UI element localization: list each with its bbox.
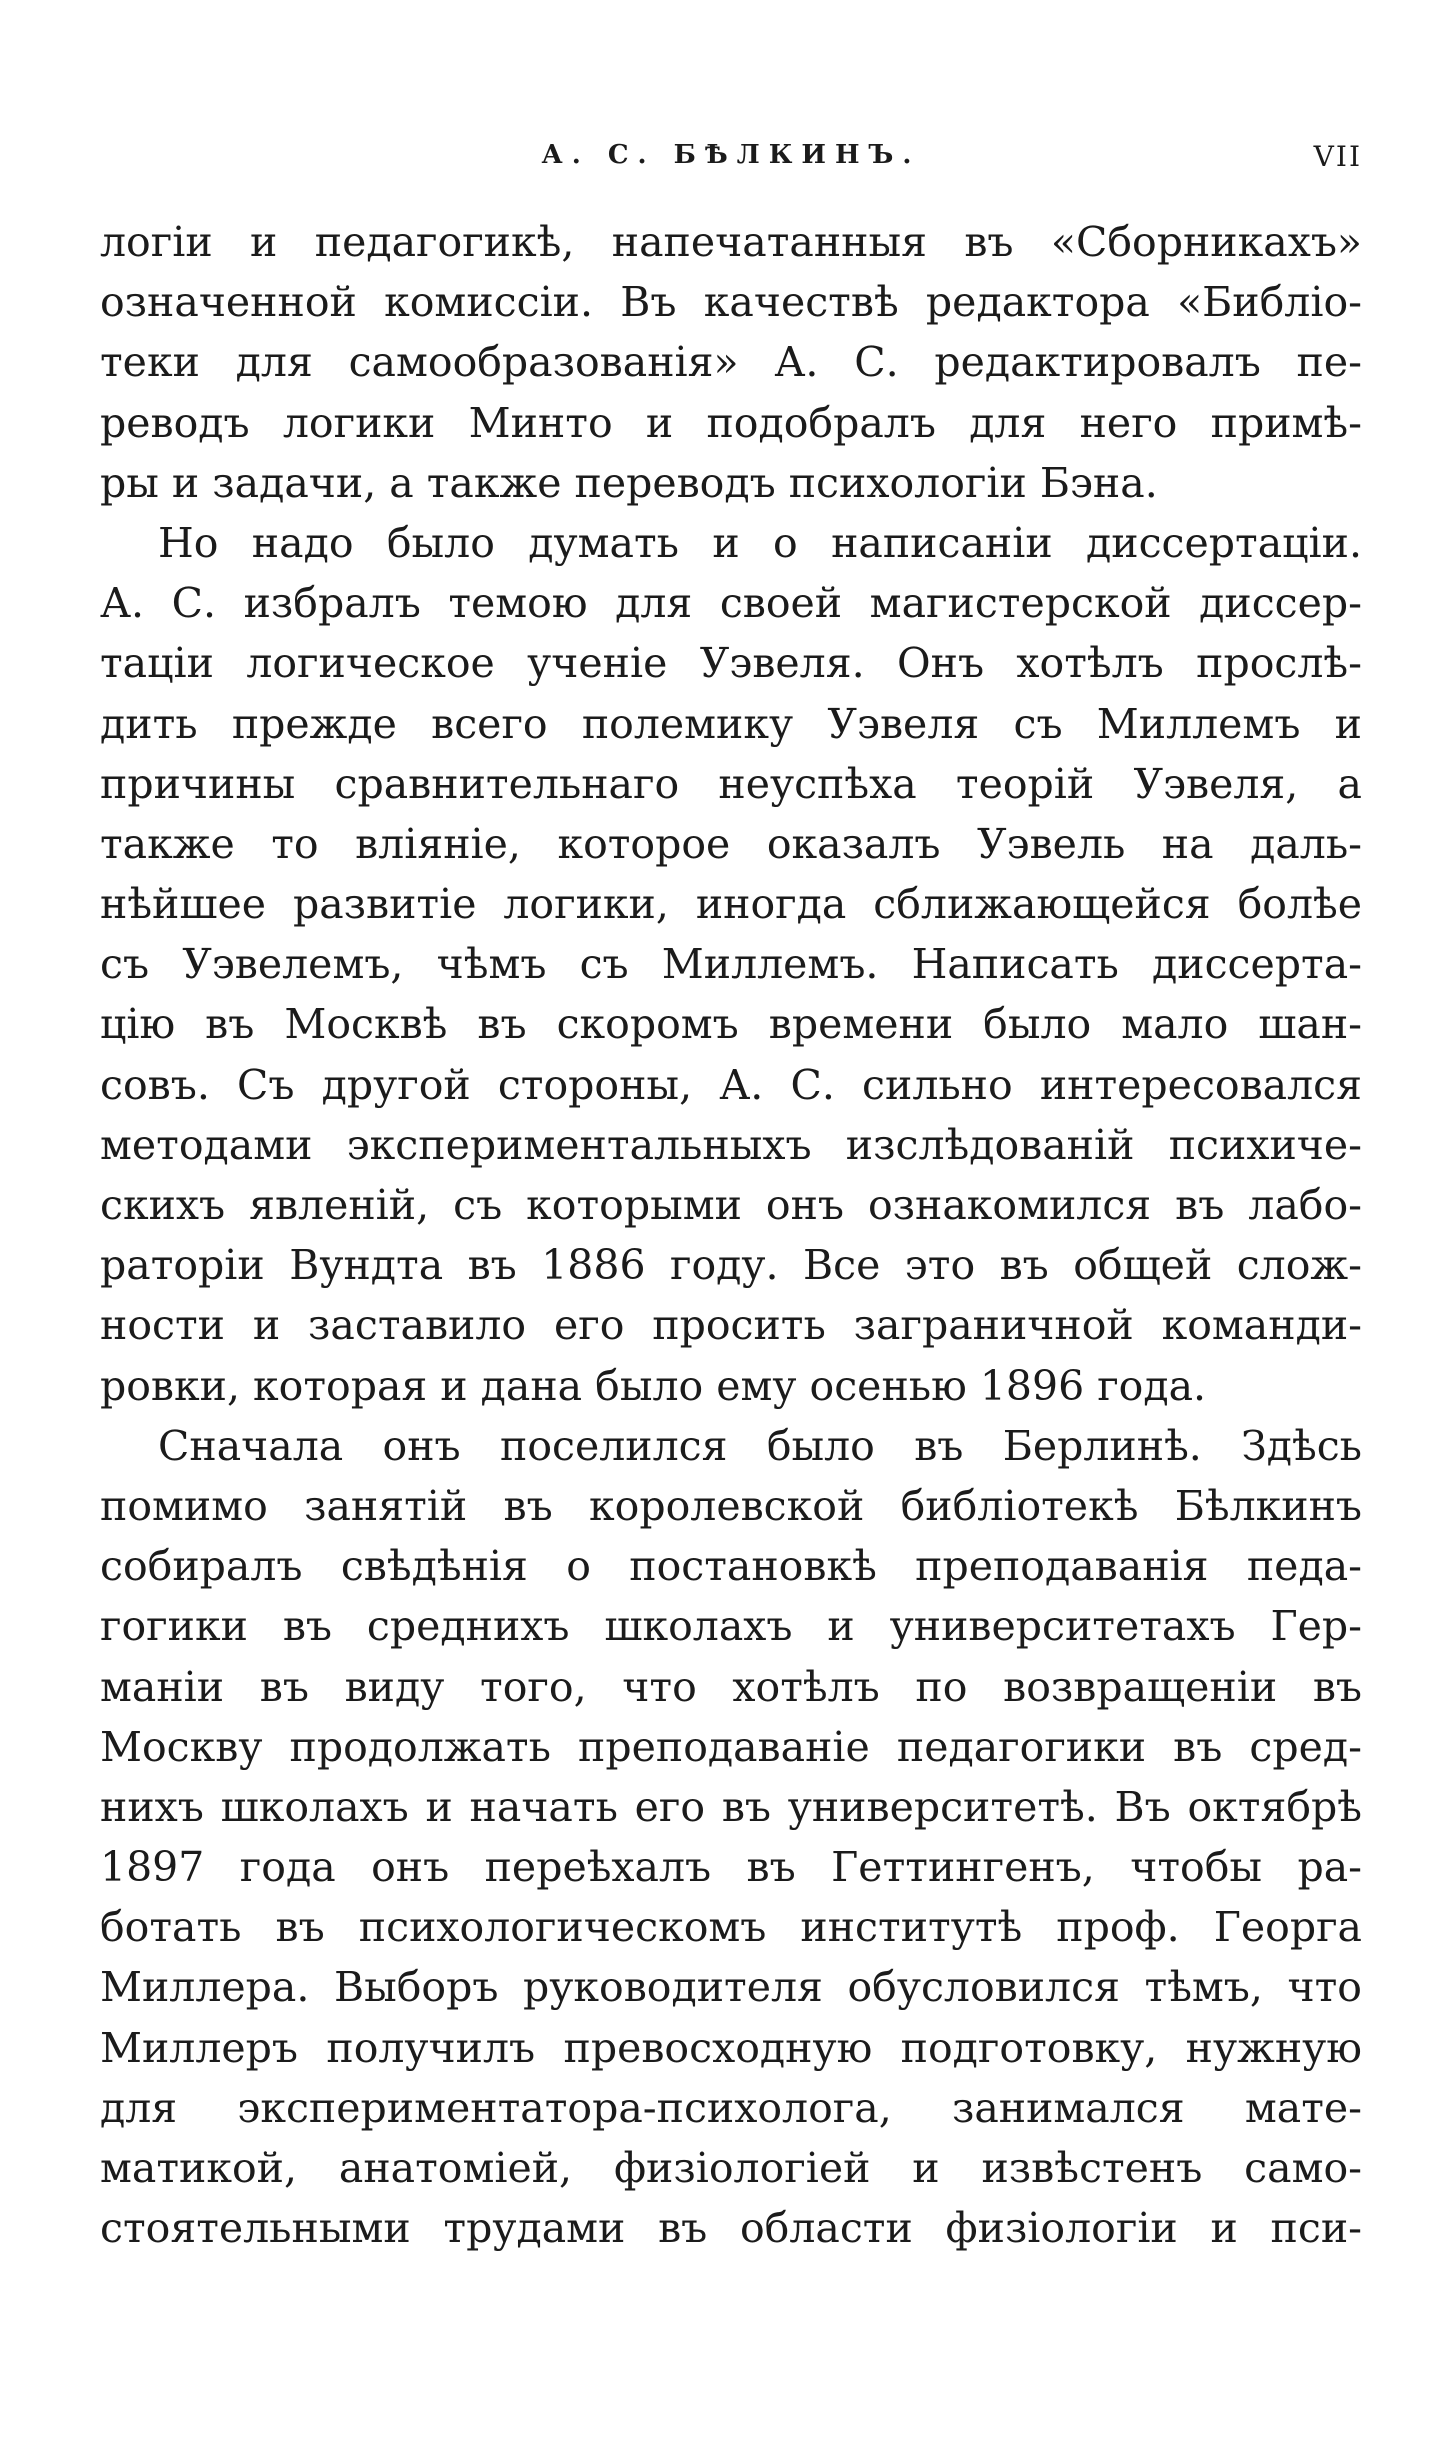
text-line: ботать въ психологическомъ институтѣ проф. Георга bbox=[100, 1903, 1362, 1952]
running-title: А. С. БѢЛКИНЪ. bbox=[541, 140, 921, 170]
text-line: гогики въ среднихъ школахъ и университетахъ Гер- bbox=[100, 1602, 1362, 1651]
text-line: нихъ школахъ и начать его въ университетѣ. Въ октябрѣ bbox=[100, 1782, 1362, 1831]
text-line: съ Уэвелемъ, чѣмъ съ Миллемъ. Написать диссерта- bbox=[100, 940, 1362, 989]
text-line: методами экспериментальныхъ изслѣдованій психиче- bbox=[100, 1120, 1362, 1169]
text-line: собиралъ свѣдѣнія о постановкѣ преподаванія педа- bbox=[100, 1542, 1362, 1591]
text-line: Но надо было думать и о написаніи диссертаціи. bbox=[158, 518, 1362, 567]
text-line: Миллеръ получилъ превосходную подготовку, нужную bbox=[100, 2023, 1362, 2072]
text-line: раторіи Вундта въ 1886 году. Все это въ общей слож- bbox=[100, 1241, 1362, 1290]
text-line: ры и задачи, а также переводъ психологіи Бэна. bbox=[100, 458, 1158, 507]
paragraph bbox=[100, 1416, 1362, 2259]
text-line: скихъ явленій, съ которыми онъ ознакомился въ лабо- bbox=[100, 1181, 1362, 1229]
text-line: дить прежде всего полемику Уэвеля съ Миллемъ и bbox=[100, 699, 1362, 748]
text-line: логіи и педагогикѣ, напечатанныя въ «Сборникахъ» bbox=[100, 218, 1362, 266]
text-line: Москву продолжать преподаваніе педагогики въ сред- bbox=[100, 1722, 1362, 1771]
text-body bbox=[100, 212, 1362, 2258]
text-line: ровки, которая и дана было ему осенью 1896 года. bbox=[100, 1361, 1207, 1410]
text-line: причины сравнительнаго неуспѣха теорій Уэвеля, а bbox=[100, 759, 1362, 808]
text-line: матикой, анатоміей, физіологіей и извѣстенъ само- bbox=[100, 2144, 1362, 2192]
running-head bbox=[100, 132, 1362, 182]
text-line: теки для самообразованія» А. С. редактировалъ пе- bbox=[100, 338, 1362, 387]
text-line: таціи логическое ученіе Уэвеля. Онъ хотѣлъ прослѣ- bbox=[100, 639, 1362, 688]
text-line: маніи въ виду того, что хотѣлъ по возвращеніи въ bbox=[100, 1662, 1362, 1711]
text-line: помимо занятій въ королевской библіотекѣ Бѣлкинъ bbox=[100, 1481, 1362, 1530]
text-line: ности и заставило его просить заграничной команди- bbox=[100, 1301, 1362, 1350]
text-line: также то вліяніе, которое оказалъ Уэвель на даль- bbox=[100, 819, 1362, 868]
text-line: А. С. избралъ темою для своей магистерской диссер- bbox=[100, 579, 1362, 628]
text-line: нѣйшее развитіе логики, иногда сближающейся болѣе bbox=[100, 880, 1362, 929]
text-line: цію въ Москвѣ въ скоромъ времени было мало шан- bbox=[100, 1000, 1362, 1049]
text-line: стоятельными трудами въ области физіологіи и пси- bbox=[100, 2204, 1362, 2253]
text-line: для экспериментатора-психолога, занимался мате- bbox=[100, 2083, 1362, 2132]
text-line: 1897 года онъ переѣхалъ въ Геттингенъ, чтобы ра- bbox=[100, 1843, 1362, 1892]
paragraph bbox=[100, 212, 1362, 513]
text-line: означенной комиссіи. Въ качествѣ редактора «Библіо- bbox=[100, 278, 1362, 327]
text-line: Сначала онъ поселился было въ Берлинѣ. Здѣсь bbox=[158, 1421, 1362, 1470]
text-line: реводъ логики Минто и подобралъ для него примѣ- bbox=[100, 398, 1362, 447]
text-line: совъ. Съ другой стороны, А. С. сильно интересовался bbox=[100, 1060, 1362, 1109]
page-number: VII bbox=[1313, 140, 1362, 173]
text-line: Миллера. Выборъ руководителя обусловился тѣмъ, что bbox=[100, 1963, 1362, 2012]
paragraph bbox=[100, 513, 1362, 1416]
